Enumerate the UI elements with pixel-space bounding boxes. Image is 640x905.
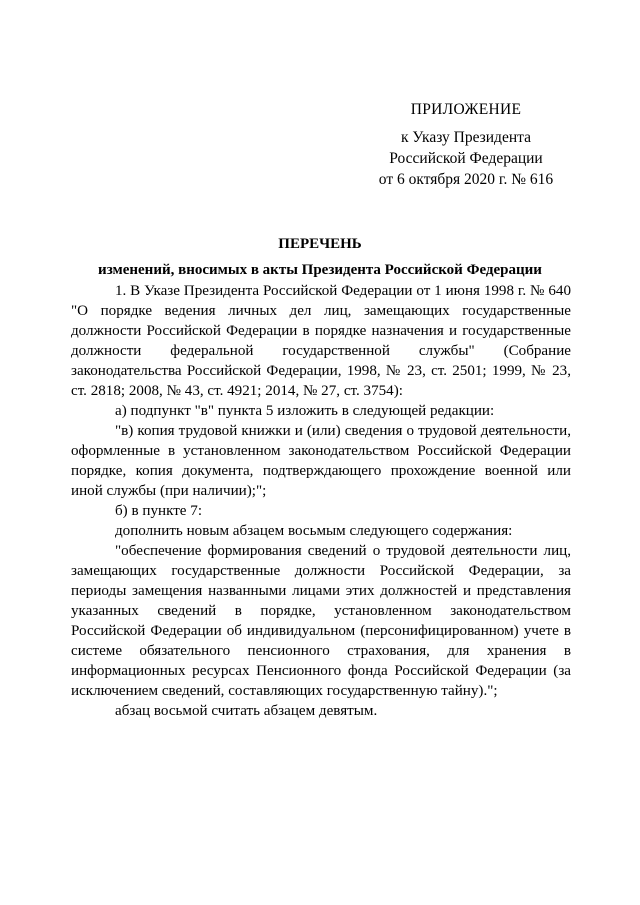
paragraph-quote-new: "обеспечение формирования сведений о трудовой деятельности лиц, замещающих государственные должности Российской Федерации, за периоды замещения названными лицами этих должностей и представления указанных сведений в порядке, установленном законодательством Российской Федерации об индивидуальном (персонифицированном) учете в системе обязательного пенсионного страхования, для хранения в информационных ресурсах Пенсионного фонда Российской Федерации (за исключением сведений, составляющих государственную тайну)."; <box>71 543 571 699</box>
appendix-line: от 6 октября 2020 г. № 616 <box>378 171 554 188</box>
paragraph-subitem-a: а) подпункт "в" пункта 5 изложить в следующей редакции: <box>115 403 495 419</box>
paragraph-quote-v: "в) копия трудовой книжки и (или) сведения о трудовой деятельности, оформленные в установленном законодательством Российской Федерации порядке, копия документа, подтверждающего прохождение военной или иной службы (при наличии);"; <box>71 423 571 499</box>
appendix-line: к Указу Президента <box>401 129 531 146</box>
paragraph-item-1: 1. В Указе Президента Российской Федерации от 1 июня 1998 г. № 640 "О порядке ведения личных дел лиц, замещающих государственные должности Российской Федерации в порядке назначения и государственные должности федеральной государственной службы" (Собрание законодательства Российской Федерации, 1998, № 23, ст. 2501; 1999, № 23, ст. 2818; 2008, № 43, ст. 4921; 2014, № 27, ст. 3754): <box>71 283 571 399</box>
paragraph-renumber: абзац восьмой считать абзацем девятым. <box>115 703 378 719</box>
appendix-reference <box>360 127 572 190</box>
appendix-title: ПРИЛОЖЕНИЕ <box>410 101 522 118</box>
paragraph-subitem-b: б) в пункте 7: <box>115 503 203 519</box>
appendix-line: Российской Федерации <box>389 150 543 167</box>
document-title: ПЕРЕЧЕНЬ <box>278 236 362 252</box>
document-body <box>71 281 571 721</box>
paragraph-add-instruction: дополнить новым абзацем восьмым следующего содержания: <box>115 523 513 539</box>
document-subtitle: изменений, вносимых в акты Президента Российской Федерации <box>98 262 542 278</box>
